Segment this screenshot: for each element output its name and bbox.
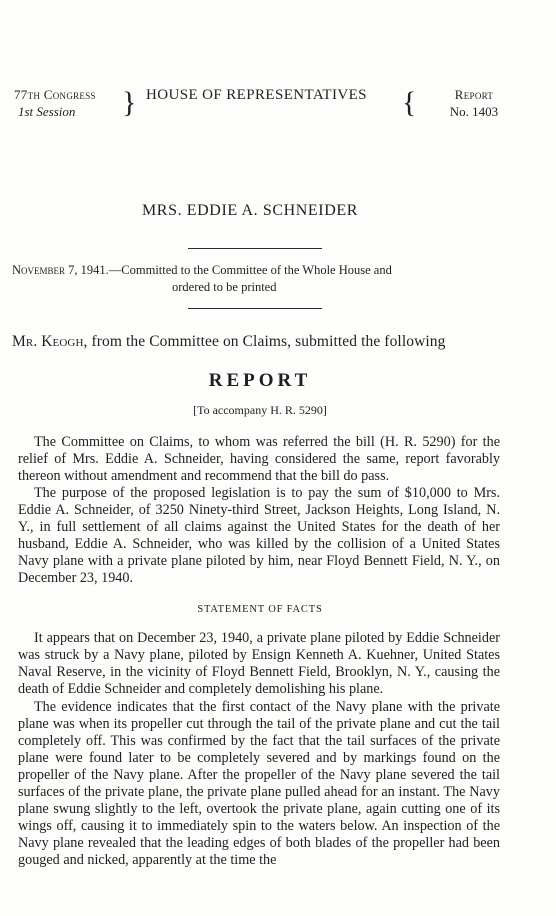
committal-date: November 7, 1941. bbox=[12, 263, 109, 277]
paragraph bbox=[18, 630, 500, 698]
paragraph-text: It appears that on December 23, 1940, a private plane piloted by Eddie Schneider was struck by a Navy plane, piloted by Ensign Kenneth A. Kuehner, United States Naval Reserve, in the vicinity of Floyd Bennett Field, Brooklyn, N. Y., causing the death of Eddie Schneider and completely demolishing his plane. bbox=[18, 630, 500, 697]
paragraph bbox=[18, 699, 500, 869]
submitted-text: from the Committee on Claims, submitted the following bbox=[87, 333, 446, 350]
section-heading: STATEMENT OF FACTS bbox=[197, 604, 323, 615]
committal-line-1: —Committed to the Committee of the Whole House and bbox=[108, 263, 392, 277]
report-label: Report bbox=[454, 87, 494, 102]
accompany-note: [To accompany H. R. 5290] bbox=[193, 403, 327, 417]
report-number-block bbox=[422, 86, 526, 120]
right-brace: { bbox=[402, 86, 417, 119]
congress-session-block bbox=[14, 86, 96, 120]
paragraph-text: The Committee on Claims, to whom was referred the bill (H. R. 5290) for the relief of Mrs. Eddie A. Schneider, having considered the same, report favorably thereon without amendment and recommend that the bill do pass. bbox=[18, 434, 500, 484]
house-label: HOUSE OF REPRESENTATIVES bbox=[146, 87, 367, 103]
submitted-line bbox=[12, 333, 508, 351]
report-number: No. 1403 bbox=[449, 104, 499, 119]
submitter-name: Mr. Keogh, bbox=[12, 333, 88, 350]
report-heading: REPORT bbox=[208, 370, 312, 391]
committal-note bbox=[12, 262, 508, 296]
report-header bbox=[0, 86, 556, 126]
paragraph bbox=[18, 485, 500, 587]
paragraph-text: The purpose of the proposed legislation is to pay the sum of $10,000 to Mrs. Eddie A. Schneider, of 3250 Ninety-third Street, Jackson Heights, Long Island, N. Y., in full settlement of all claims against the United States for the death of her husband, Eddie A. Schneider, who was killed by the collision of a United States Navy plane with a private plane piloted by him, near Floyd Bennett Field, N. Y., on December 23, 1940. bbox=[18, 485, 500, 586]
paragraph-text: The evidence indicates that the first contact of the Navy plane with the private plane was when its propeller cut through the tail of the private plane and cut the tail completely off. This was confirmed by the fact that the tail surfaces of the private plane were found later to be completely severed and by markings found on the propeller of the Navy plane. After the propeller of the Navy plane severed the tail surfaces of the private plane, the private plane pulled ahead for an instant. The Navy plane swung slightly to the left, overtook the private plane, again cutting one of its wings off, causing it to immediately spin to the waters below. An inspection of the Navy plane revealed that the leading edges of both blades of the propeller had been gouged and nicked, apparently at the time the bbox=[18, 699, 500, 868]
document-title: MRS. EDDIE A. SCHNEIDER bbox=[141, 202, 359, 219]
divider-rule bbox=[188, 308, 322, 309]
divider-rule bbox=[188, 248, 322, 249]
paragraph bbox=[18, 434, 500, 485]
left-brace: } bbox=[122, 86, 137, 119]
congress-label: 77th Congress bbox=[14, 87, 96, 102]
committal-line-2: ordered to be printed bbox=[172, 280, 277, 294]
session-label: 1st Session bbox=[18, 104, 76, 119]
